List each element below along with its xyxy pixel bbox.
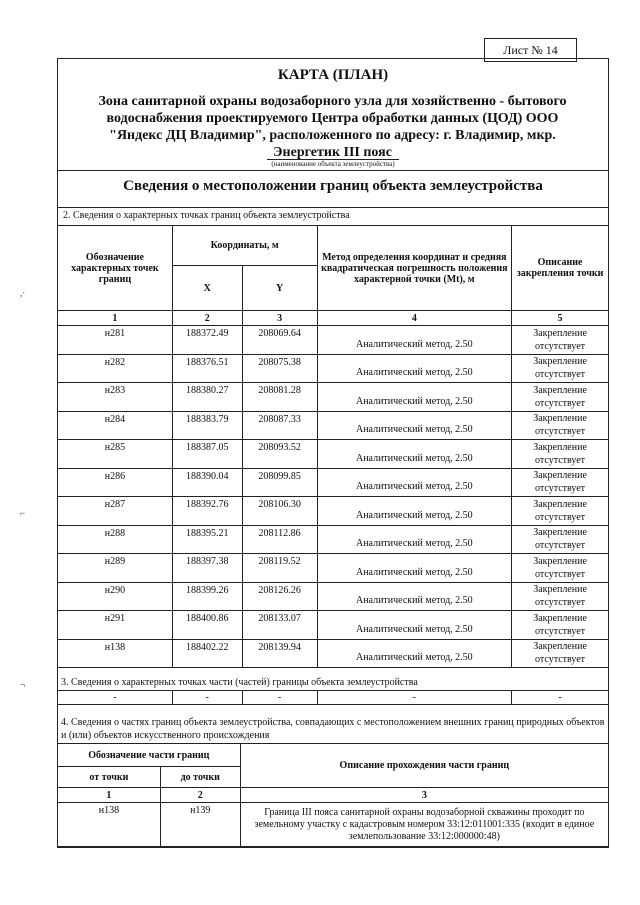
coord-y: 208133.07 xyxy=(242,611,317,640)
table-row xyxy=(58,582,609,611)
header-point: Обозначение характерных точек границ xyxy=(58,226,173,311)
col-number: 2 xyxy=(172,311,242,326)
table-row xyxy=(58,611,609,640)
fixing: Закрепление отсутствует xyxy=(512,639,609,668)
header-x: X xyxy=(172,266,242,311)
point-id: н282 xyxy=(58,354,173,383)
header-to: до точки xyxy=(160,767,240,788)
header-fixing: Описание закрепления точки xyxy=(512,226,609,311)
col-number: 4 xyxy=(317,311,512,326)
header-part: Обозначение части границ xyxy=(58,744,241,767)
point-id: н138 xyxy=(58,639,173,668)
table-row xyxy=(58,497,609,526)
empty-cell: - xyxy=(242,691,317,705)
coord-x: 188392.76 xyxy=(172,497,242,526)
section3-label: 3. Сведения о характерных точках части (частей) границы объекта землеустройства xyxy=(61,677,418,688)
fixing: Закрепление отсутствует xyxy=(512,468,609,497)
object-caption: (наименование объекта землеустройства) xyxy=(57,160,609,168)
point-id: н281 xyxy=(58,326,173,355)
coord-y: 208106.30 xyxy=(242,497,317,526)
method: Аналитический метод, 2.50 xyxy=(317,354,512,383)
empty-cell: - xyxy=(512,691,609,705)
method: Аналитический метод, 2.50 xyxy=(317,582,512,611)
document-subtitle: Зона санитарной охраны водозаборного узла для хозяйственно - бытового водоснабжения проектируемого Центра обработки данных (ЦОД) ООО "Яндекс ДЦ Владимир", расположенного по адресу: г. Владимир, мкр. Энергетик III пояс xyxy=(98,94,567,160)
fixing: Закрепление отсутствует xyxy=(512,326,609,355)
coord-x: 188380.27 xyxy=(172,383,242,412)
coord-x: 188376.51 xyxy=(172,354,242,383)
header-y: Y xyxy=(242,266,317,311)
point-id: н291 xyxy=(58,611,173,640)
table-row xyxy=(58,468,609,497)
fixing: Закрепление отсутствует xyxy=(512,497,609,526)
point-id: н289 xyxy=(58,554,173,583)
col-number: 5 xyxy=(512,311,609,326)
points-table xyxy=(57,225,609,668)
document-title: КАРТА (ПЛАН) xyxy=(277,67,389,83)
fixing: Закрепление отсутствует xyxy=(512,554,609,583)
method: Аналитический метод, 2.50 xyxy=(317,411,512,440)
divider xyxy=(57,207,609,208)
scan-mark: ⌐ xyxy=(20,508,26,518)
col-number: 3 xyxy=(242,311,317,326)
from-point: н138 xyxy=(58,803,161,847)
fixing: Закрепление отсутствует xyxy=(512,383,609,412)
coord-x: 188390.04 xyxy=(172,468,242,497)
divider xyxy=(57,170,609,171)
method: Аналитический метод, 2.50 xyxy=(317,383,512,412)
col-number: 1 xyxy=(58,788,161,803)
point-id: н283 xyxy=(58,383,173,412)
col-number: 2 xyxy=(160,788,240,803)
coord-y: 208139.94 xyxy=(242,639,317,668)
header-coords: Координаты, м xyxy=(172,226,317,266)
coord-y: 208069.64 xyxy=(242,326,317,355)
fixing: Закрепление отсутствует xyxy=(512,525,609,554)
method: Аналитический метод, 2.50 xyxy=(317,326,512,355)
fixing: Закрепление отсутствует xyxy=(512,611,609,640)
coord-y: 208126.26 xyxy=(242,582,317,611)
fixing: Закрепление отсутствует xyxy=(512,411,609,440)
header-method: Метод определения координат и средняя квадратическая погрешность положения характерной точки (Mt), м xyxy=(317,226,512,311)
coord-y: 208119.52 xyxy=(242,554,317,583)
table-row xyxy=(58,354,609,383)
point-id: н284 xyxy=(58,411,173,440)
table-row xyxy=(58,440,609,469)
coord-x: 188402.22 xyxy=(172,639,242,668)
scan-mark: ,· xyxy=(20,288,26,298)
boundary-parts-table xyxy=(57,743,609,847)
part-points-table xyxy=(57,690,609,705)
coord-x: 188387.05 xyxy=(172,440,242,469)
fixing: Закрепление отсутствует xyxy=(512,354,609,383)
coord-x: 188397.38 xyxy=(172,554,242,583)
point-id: н288 xyxy=(58,525,173,554)
empty-cell: - xyxy=(58,691,173,705)
method: Аналитический метод, 2.50 xyxy=(317,525,512,554)
point-id: н290 xyxy=(58,582,173,611)
table-row xyxy=(58,803,609,847)
point-id: н287 xyxy=(58,497,173,526)
method: Аналитический метод, 2.50 xyxy=(317,468,512,497)
sheet-number: Лист № 14 xyxy=(484,38,577,62)
coord-y: 208099.85 xyxy=(242,468,317,497)
method: Аналитический метод, 2.50 xyxy=(317,440,512,469)
table-row xyxy=(58,326,609,355)
table-row xyxy=(58,411,609,440)
section-heading: Сведения о местоположении границ объекта землеустройства xyxy=(123,178,543,194)
point-id: н286 xyxy=(58,468,173,497)
scan-mark: ¬ xyxy=(20,680,26,690)
coord-y: 208112.86 xyxy=(242,525,317,554)
coord-x: 188372.49 xyxy=(172,326,242,355)
method: Аналитический метод, 2.50 xyxy=(317,639,512,668)
table-row xyxy=(58,525,609,554)
fixing: Закрепление отсутствует xyxy=(512,582,609,611)
table-row xyxy=(58,554,609,583)
coord-y: 208087.33 xyxy=(242,411,317,440)
table-row xyxy=(58,383,609,412)
col-number: 3 xyxy=(240,788,608,803)
coord-x: 188383.79 xyxy=(172,411,242,440)
empty-cell: - xyxy=(172,691,242,705)
fixing: Закрепление отсутствует xyxy=(512,440,609,469)
empty-cell: - xyxy=(317,691,512,705)
boundary-description: Граница III пояса санитарной охраны водозаборной скважины проходит по земельному участку с кадастровым номером 33:12:011001:335 (входит в единое землепользование 33:12:000000:48) xyxy=(240,803,608,847)
method: Аналитический метод, 2.50 xyxy=(317,554,512,583)
coord-x: 188400.86 xyxy=(172,611,242,640)
table-row xyxy=(58,639,609,668)
section4-label: 4. Сведения о частях границ объекта землеустройства, совпадающих с местоположением внешних границ природных объектов и (или) объектов искусственного происхождения xyxy=(61,717,605,741)
col-number: 1 xyxy=(58,311,173,326)
header-from: от точки xyxy=(58,767,161,788)
coord-x: 188395.21 xyxy=(172,525,242,554)
method: Аналитический метод, 2.50 xyxy=(317,611,512,640)
header-description: Описание прохождения части границ xyxy=(240,744,608,788)
coord-y: 208093.52 xyxy=(242,440,317,469)
method: Аналитический метод, 2.50 xyxy=(317,497,512,526)
point-id: н285 xyxy=(58,440,173,469)
to-point: н139 xyxy=(160,803,240,847)
coord-x: 188399.26 xyxy=(172,582,242,611)
coord-y: 208081.28 xyxy=(242,383,317,412)
section2-label: 2. Сведения о характерных точках границ объекта землеустройства xyxy=(63,210,350,221)
coord-y: 208075.38 xyxy=(242,354,317,383)
